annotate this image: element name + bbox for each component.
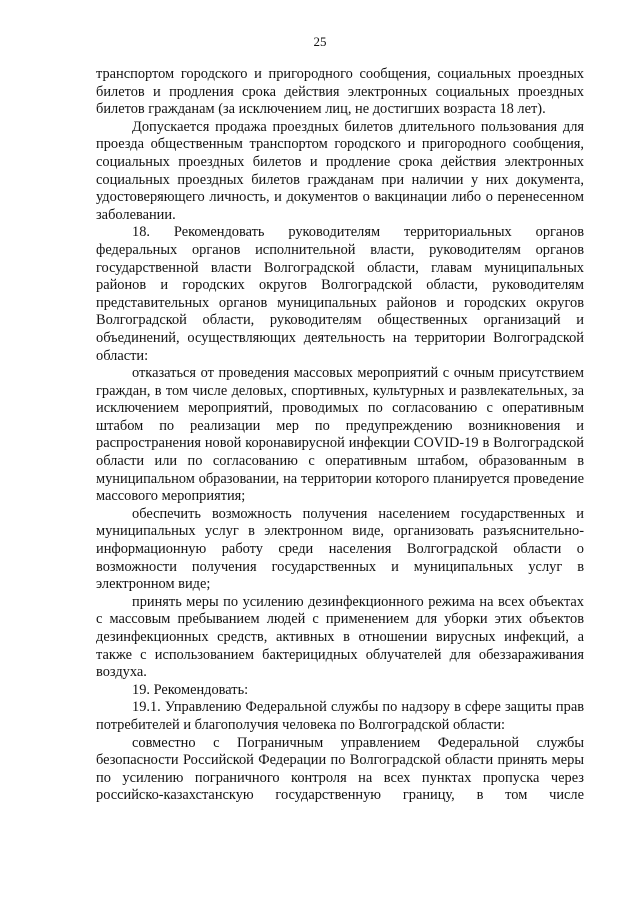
paragraph-disinfection-measures: принять меры по усилению дезинфекционного режима на всех объектах с массовым пребыванием людей с применением для уборки этих объектов дезинфекционных средств, активных в отношении вирусных инфекций, а также с использованием бактерицидных облучателей для обеззараживания воздуха.: [96, 593, 584, 681]
paragraph-item-19-1: 19.1. Управлению Федеральной службы по надзору в сфере защиты прав потребителей и благополучия человека по Волгоградской области:: [96, 699, 584, 733]
paragraph-item-18: 18. Рекомендовать руководителям территориальных органов федеральных органов исполнительной власти, руководителям органов государственной власти Волгоградской области, главам муниципальных районов и городских округов Волгоградской области, руководителям представительных органов муниципальных районов и городских округов Волгоградской области, руководителям общественных организаций и объединений, осуществляющих деятельность на территории Волгоградской области:: [96, 224, 584, 364]
paragraph-item-19: 19. Рекомендовать:: [132, 681, 249, 698]
paragraph-border-control: совместно с Пограничным управлением Федеральной службы безопасности Российской Федерации по Волгоградской области принять меры по усилению пограничного контроля на всех пунктах пропуска через российско-казахстанскую государственную границу, в том числе: [96, 734, 584, 804]
paragraph-electronic-services: обеспечить возможность получения населением государственных и муниципальных услуг в электронном виде, организовать разъяснительно-информационную работу среди населения Волгоградской области о возможности получения государственных и муниципальных услуг в электронном виде;: [96, 505, 584, 593]
paragraph-continuation-tickets: транспортом городского и пригородного сообщения, социальных проездных билетов и продления срока действия электронных социальных проездных билетов гражданам (за исключением лиц, не достигших возраста 18 лет).: [96, 66, 584, 118]
document-body: [96, 66, 584, 805]
paragraph-cancel-mass-events: отказаться от проведения массовых мероприятий с очным присутствием граждан, в том числе деловых, спортивных, культурных и развлекательных, за исключением мероприятий, проводимых по согласованию с оперативным штабом по реализации мер по предупреждению возникновения и распространения новой коронавирусной инфекции COVID-19 в Волгоградской области или по согласованию с оперативным штабом, образованным в муниципальном образовании, на территории которого планируется проведение массового мероприятия;: [96, 365, 584, 505]
paragraph-ticket-sales-allowed: Допускается продажа проездных билетов длительного пользования для проезда общественным транспортом городского и пригородного сообщения, социальных проездных билетов и продление срока действия электронных социальных проездных билетов гражданам при наличии у них документа, удостоверяющего личность, и документов о вакцинации либо о перенесенном заболевании.: [96, 118, 584, 223]
page-number: 25: [313, 34, 327, 49]
